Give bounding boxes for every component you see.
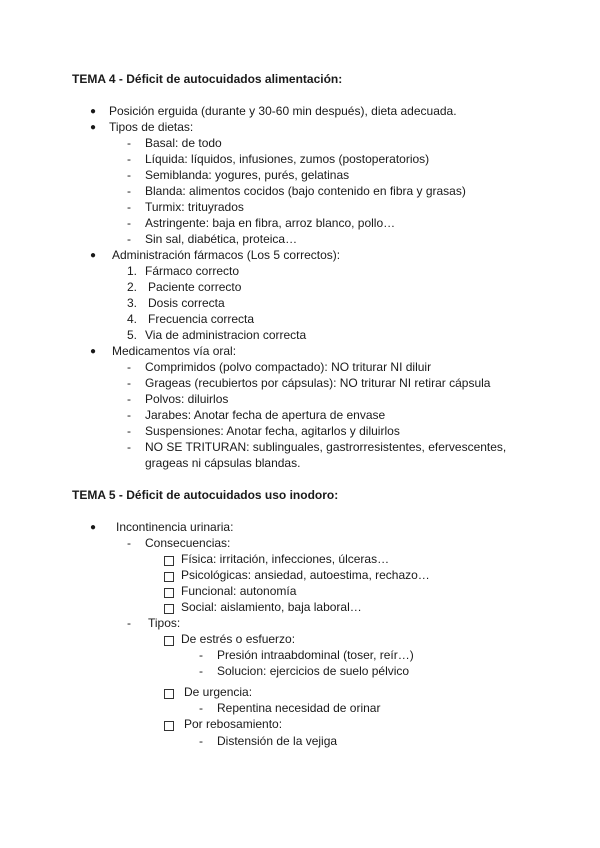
dieta-item: Turmix: trituyrados [145,200,244,214]
number-marker: 5. [127,328,138,342]
dash-marker: - [127,152,131,166]
dash-marker: - [127,232,131,246]
dash-marker: - [199,701,203,715]
correcto-item: Paciente correcto [148,280,242,294]
medicamento-item-continuation: grageas ni cápsulas blandas. [145,456,301,470]
tema5-heading: TEMA 5 - Déficit de autocuidados uso inodoro: [72,488,339,502]
urgencia-item: Repentina necesidad de orinar [217,701,381,715]
checkbox-icon [164,689,174,699]
dash-marker: - [127,168,131,182]
dieta-item: Astringente: baja en fibra, arroz blanco, pollo… [145,216,396,230]
medicamento-item: Jarabes: Anotar fecha de apertura de envase [145,408,386,422]
medicamento-item: Comprimidos (polvo compactado): NO triturar NI diluir [145,360,432,374]
estres-item: Presión intraabdominal (toser, reír…) [217,648,414,662]
bullet-marker: ● [90,122,97,133]
dash-marker: - [127,376,131,390]
dash-marker: - [127,360,131,374]
checkbox-icon [164,556,174,566]
consecuencia-item: Psicológicas: ansiedad, autoestima, rechazo… [181,568,430,582]
dash-marker: - [127,184,131,198]
tipos-dietas-label: Tipos de dietas: [109,120,194,134]
number-marker: 3. [127,296,138,310]
dash-marker: - [127,408,131,422]
checkbox-icon [164,636,174,646]
dash-marker: - [127,424,131,438]
dieta-item: Basal: de todo [145,136,222,150]
dash-marker: - [127,536,131,550]
number-marker: 2. [127,280,138,294]
dash-marker: - [127,136,131,150]
dash-marker: - [127,392,131,406]
dash-marker: - [199,648,203,662]
consecuencia-item: Social: aislamiento, baja laboral… [181,600,362,614]
tema4-heading: TEMA 4 - Déficit de autocuidados alimentación: [72,72,343,86]
dash-marker: - [127,616,131,630]
medicamentos-label: Medicamentos vía oral: [112,344,237,358]
medicamento-item: Grageas (recubiertos por cápsulas): NO triturar NI retirar cápsula [145,376,491,390]
medicamento-item: Polvos: diluirlos [145,392,229,406]
checkbox-icon [164,588,174,598]
estres-item: Solucion: ejercicios de suelo pélvico [217,664,410,678]
tipo-urgencia: De urgencia: [184,685,253,699]
medicamento-item: Suspensiones: Anotar fecha, agitarlos y diluirlos [145,424,400,438]
bullet-marker: ● [90,106,97,117]
dash-marker: - [127,200,131,214]
bullet-marker: ● [90,250,97,261]
dieta-item: Líquida: líquidos, infusiones, zumos (postoperatorios) [145,152,430,166]
tipo-estres: De estrés o esfuerzo: [181,632,296,646]
number-marker: 4. [127,312,138,326]
tipos-label: Tipos: [148,616,181,630]
dash-marker: - [127,216,131,230]
correcto-item: Frecuencia correcta [148,312,255,326]
dash-marker: - [199,734,203,748]
consecuencia-item: Funcional: autonomía [181,584,297,598]
number-marker: 1. [127,264,138,278]
checkbox-icon [164,572,174,582]
bullet-marker: ● [90,522,97,533]
dieta-item: Sin sal, diabética, proteica… [145,232,298,246]
medicamento-item: NO SE TRITURAN: sublinguales, gastrorresistentes, efervescentes, [145,440,507,454]
correcto-item: Via de administracion correcta [145,328,307,342]
correcto-item: Fármaco correcto [145,264,240,278]
admin-farmacos-label: Administración fármacos (Los 5 correctos): [112,248,341,262]
list-item: Posición erguida (durante y 30-60 min después), dieta adecuada. [109,104,457,118]
correcto-item: Dosis correcta [148,296,225,310]
bullet-marker: ● [90,346,97,357]
checkbox-icon [164,604,174,614]
tipo-rebosamiento: Por rebosamiento: [184,717,283,731]
dash-marker: - [127,440,131,454]
dash-marker: - [199,664,203,678]
checkbox-icon [164,721,174,731]
consecuencias-label: Consecuencias: [145,536,231,550]
rebosamiento-item: Distensión de la vejiga [217,734,338,748]
dieta-item: Blanda: alimentos cocidos (bajo contenido en fibra y grasas) [145,184,466,198]
consecuencia-item: Física: irritación, infecciones, úlceras… [181,552,390,566]
dieta-item: Semiblanda: yogures, purés, gelatinas [145,168,350,182]
incontinencia-label: Incontinencia urinaria: [116,520,234,534]
